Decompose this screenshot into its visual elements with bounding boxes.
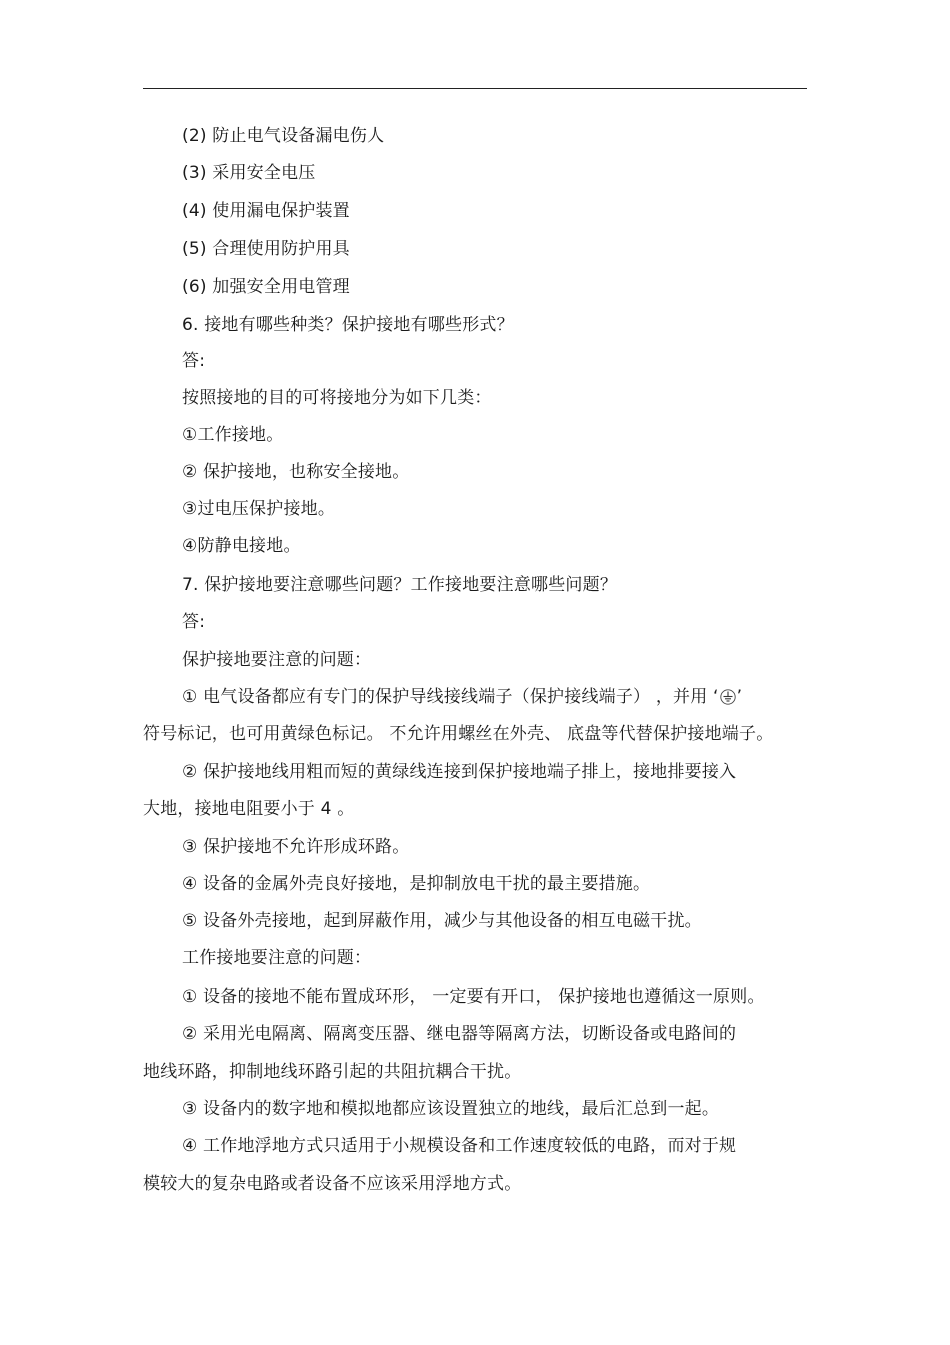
list-item: ② 保护接地，也称安全接地。 <box>182 462 410 482</box>
list-item: (5) 合理使用防护用具 <box>182 239 350 259</box>
paragraph-line: ② 保护接地线用粗而短的黄绿线连接到保护接地端子排上，接地排要接入 <box>182 762 737 782</box>
list-item: ④ 设备的金属外壳良好接地，是抑制放电干扰的最主要措施。 <box>182 874 651 894</box>
section-heading: 工作接地要注意的问题： <box>182 948 372 968</box>
list-item: (6) 加强安全用电管理 <box>182 277 350 297</box>
paragraph-line: 地线环路，抑制地线环路引起的共阻抗耦合干扰。 <box>143 1062 522 1082</box>
list-item: (3) 采用安全电压 <box>182 163 316 183</box>
question-7: 7. 保护接地要注意哪些问题？工作接地要注意哪些问题？ <box>182 575 618 595</box>
paragraph-line <box>182 686 742 708</box>
ground-icon <box>720 689 736 705</box>
paragraph-line: ② 采用光电隔离、隔离变压器、继电器等隔离方法，切断设备或电路间的 <box>182 1024 737 1044</box>
list-item: ①工作接地。 <box>182 425 284 445</box>
paragraph-line: 符号标记，也可用黄绿色标记。 不允许用螺丝在外壳、 底盘等代替保护接地端子。 <box>143 724 774 744</box>
paragraph-text: ’ <box>736 687 743 707</box>
paragraph-line: 大地，接地电阻要小于 4 。 <box>143 799 355 819</box>
paragraph-text: ① 电气设备都应有专门的保护导线接线端子（保护接线端子） ，并用 ‘ <box>182 687 719 707</box>
section-heading: 保护接地要注意的问题： <box>182 650 372 670</box>
paragraph-line: 模较大的复杂电路或者设备不应该采用浮地方式。 <box>143 1174 522 1194</box>
answer-label: 答: <box>182 612 206 632</box>
paragraph: 按照接地的目的可将接地分为如下几类： <box>182 388 492 408</box>
list-item: ① 设备的接地不能布置成环形， 一定要有开口， 保护接地也遵循这一原则。 <box>182 987 765 1007</box>
list-item: ⑤ 设备外壳接地，起到屏蔽作用，减少与其他设备的相互电磁干扰。 <box>182 911 702 931</box>
list-item: ③ 保护接地不允许形成环路。 <box>182 837 410 857</box>
list-item: ③过电压保护接地。 <box>182 499 336 519</box>
question-6: 6. 接地有哪些种类？保护接地有哪些形式？ <box>182 315 514 335</box>
paragraph-line: ④ 工作地浮地方式只适用于小规模设备和工作速度较低的电路，而对于规 <box>182 1136 737 1156</box>
answer-label: 答: <box>182 351 206 371</box>
list-item: (4) 使用漏电保护装置 <box>182 201 350 221</box>
list-item: ④防静电接地。 <box>182 536 301 556</box>
list-item: (2) 防止电气设备漏电伤人 <box>182 126 385 146</box>
header-rule <box>143 88 807 89</box>
list-item: ③ 设备内的数字地和模拟地都应该设置独立的地线，最后汇总到一起。 <box>182 1099 720 1119</box>
